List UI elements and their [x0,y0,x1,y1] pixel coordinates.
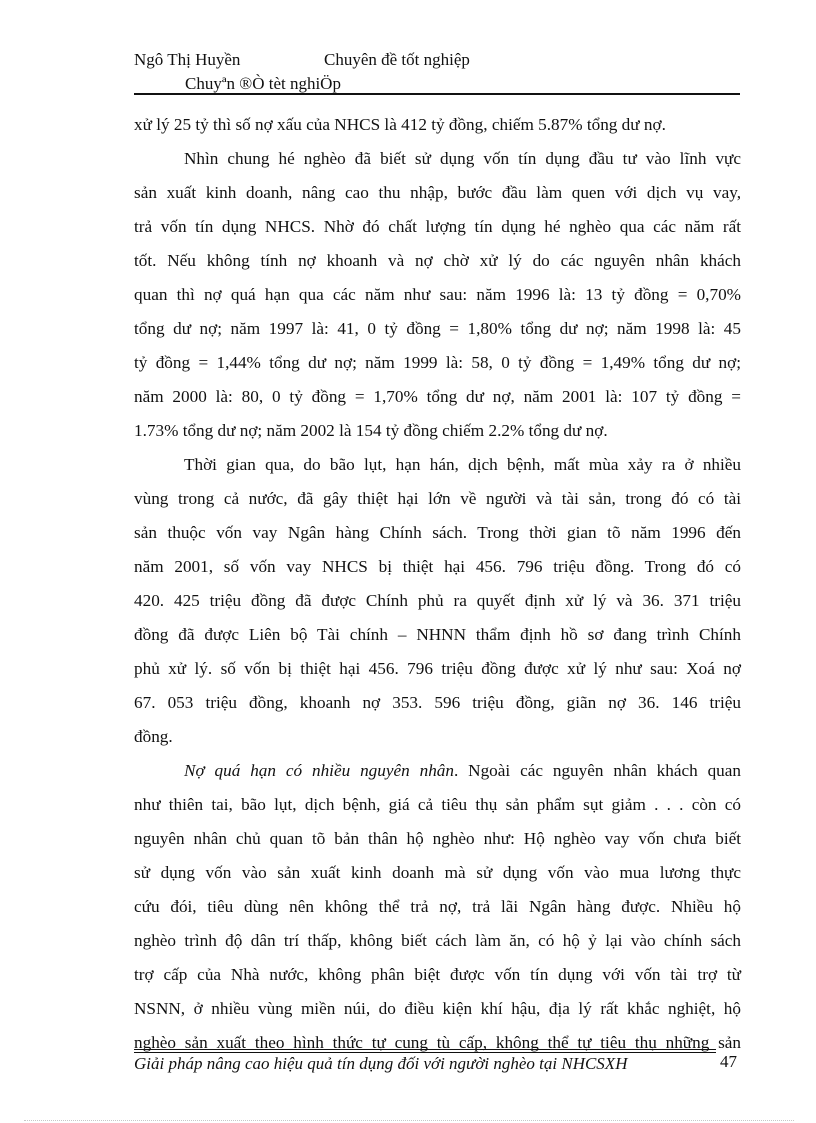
text-line: đồng đã được Liên bộ Tài chính – NHNN thẩm định hồ sơ đang trình Chính [134,625,741,644]
text-line: Thời gian qua, do bão lụt, hạn hán, dịch bệnh, mất mùa xảy ra ở nhiều [184,455,741,474]
lead-rest: . Ngoài các nguyên nhân khách quan [453,761,741,780]
text-line: sản thuộc vốn vay Ngân hàng Chính sách. Trong thời gian tõ năm 1996 đến [134,523,741,542]
footer-divider [134,1049,716,1050]
text-line: quan thì nợ quá hạn qua các năm như sau: năm 1996 là: 13 tỷ đồng = 0,70% [134,285,741,304]
page-number: 47 [720,1052,737,1071]
text-line: như thiên tai, bão lụt, dịch bệnh, giá cả tiêu thụ sản phẩm sụt giảm . . . còn có [134,795,741,814]
text-line: nguyên nhân chủ quan tõ bản thân hộ nghèo như: Hộ nghèo vay vốn chưa biết [134,829,741,848]
italic-lead: Nợ quá hạn có nhiều nguyên nhân [184,761,454,780]
text-line: nghèo sản xuất theo hình thức tự cung tù cấp, không thể tự tiêu thụ những sản [134,1033,741,1052]
text-line: tốt. Nếu không tính nợ khoanh và nợ chờ xử lý do các nguyên nhân khách [134,251,741,270]
header-divider [134,93,740,95]
text-line: Nhìn chung hé nghèo đã biết sử dụng vốn tín dụng đầu tư vào lĩnh vực [184,149,741,168]
text-line: trợ cấp của Nhà nước, không phân biệt được vốn tín dụng với vốn tài trợ từ [134,965,741,984]
text-line: tổng dư nợ; năm 1997 là: 41, 0 tỷ đồng = 1,80% tổng dư nợ; năm 1998 là: 45 [134,319,741,338]
footer-divider [134,1052,716,1053]
text-line: đồng. [134,727,173,746]
text-line: 1.73% tổng dư nợ; năm 2002 là 154 tỷ đồng chiếm 2.2% tổng dư nợ. [134,421,608,440]
text-line: sản xuất kinh doanh, nâng cao thu nhập, bước đầu làm quen với dịch vụ vay, [134,183,741,202]
text-line: 67. 053 triệu đồng, khoanh nợ 353. 596 triệu đồng, giãn nợ 36. 146 triệu [134,693,741,712]
text-line: vùng trong cả nước, đã gây thiệt hại lớn về người và tài sản, trong đó có tài [134,489,741,508]
text-line: cứu đói, tiêu dùng nên không thể trả nợ, trả lãi Ngân hàng được. Nhiều hộ [134,897,741,916]
header-title: Chuyên đề tốt nghiệp [324,50,470,69]
text-line: năm 2000 là: 80, 0 tỷ đồng = 1,70% tổng dư nợ, năm 2001 là: 107 tỷ đồng = [134,387,741,406]
text-line: nghèo trình độ dân trí thấp, không biết cách làm ăn, có hộ ỷ lại vào chính sách [134,931,741,950]
page-edge-divider [24,1120,794,1121]
text-line: tỷ đồng = 1,44% tổng dư nợ; năm 1999 là: 58, 0 tỷ đồng = 1,49% tổng dư nợ; [134,353,741,372]
footer-title: Giải pháp nâng cao hiệu quả tín dụng đối với người nghèo tại NHCSXH [134,1054,628,1073]
text-line: phủ xử lý. số vốn bị thiệt hại 456. 796 triệu đồng được xử lý như sau: Xoá nợ [134,659,741,678]
header-author: Ngô Thị Huyền [134,50,241,69]
text-line: sử dụng vốn vào sản xuất kinh doanh mà sử dụng vốn vào mua lương thực [134,863,741,882]
text-line: NSNN, ở nhiều vùng miền núi, do điều kiện khí hậu, địa lý rất khắc nghiệt, hộ [134,999,741,1018]
text-line: năm 2001, số vốn vay NHCS bị thiệt hại 456. 796 triệu đồng. Trong đó có [134,557,741,576]
header-title-garbled: Chuyªn ®Ò tèt nghiÖp [185,74,341,93]
text-line: xử lý 25 tỷ thì số nợ xấu của NHCS là 412 tỷ đồng, chiếm 5.87% tổng dư nợ. [134,115,666,134]
text-line: trả vốn tín dụng NHCS. Nhờ đó chất lượng tín dụng hé nghèo qua các năm rất [134,217,741,236]
text-line: 420. 425 triệu đồng đã được Chính phủ ra quyết định xử lý và 36. 371 triệu [134,591,741,610]
text-line [134,754,741,788]
